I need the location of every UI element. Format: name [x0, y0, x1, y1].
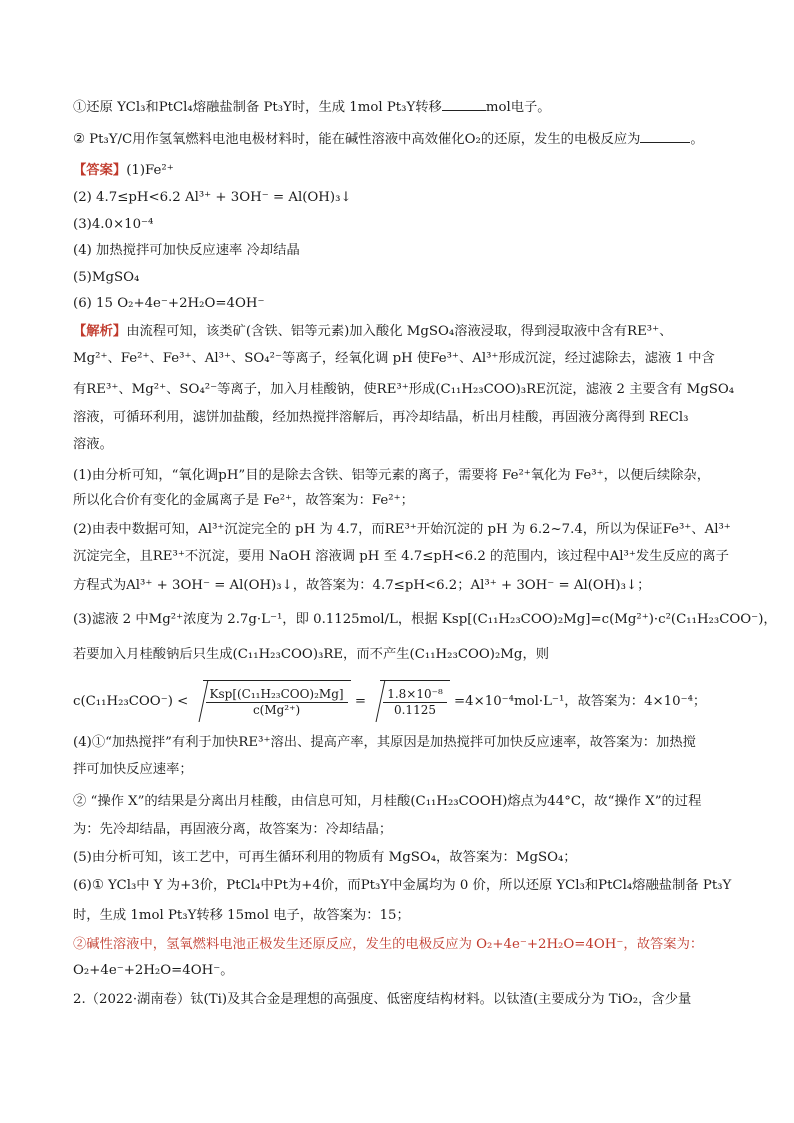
- answer-blank-1[interactable]: [442, 98, 486, 111]
- next-question-line: 2.（2022·湖南卷）钛(Ti)及其合金是理想的高强度、低密度结构材料。以钛渣(主要成分为 TiO₂，含少量: [73, 992, 692, 1007]
- answer-blank-2[interactable]: [640, 130, 690, 143]
- answer-line-2: (2) 4.7≤pH<6.2 Al³⁺ + 3OH⁻ = Al(OH)₃↓: [73, 190, 352, 205]
- fraction-1: $\frac{\text{Ksp[(C₁₁H₂₃COO)₂Mg]}}{\text{c(Mg²⁺)}}$: [206, 687, 348, 718]
- question-line-2: ② Pt₃Y/C用作氢氧燃料电池电极材料时，能在碱性溶液中高效催化O₂的还原，发生的电极反应为 。: [73, 132, 704, 147]
- q6-line-4: O₂+4e⁻+2H₂O=4OH⁻。: [73, 963, 234, 978]
- q4-line-1: (4)①“加热搅拌”有利于加快RE³⁺溶出、提高产率，其原因是加热搅拌可加快反应速率，故答案为：加热搅: [73, 735, 696, 750]
- sqrt-1: [203, 680, 351, 723]
- q4-line-3: ② “操作 X”的结果是分离出月桂酸，由信息可知，月桂酸(C₁₁H₂₃COOH)熔点为44°C，故“操作 X”的过程: [73, 794, 702, 809]
- q2-line-2: 沉淀完全，且RE³⁺不沉淀，要用 NaOH 溶液调 pH 至 4.7≤pH<6.2 的范围内，该过程中Al³⁺发生反应的离子: [73, 549, 729, 564]
- q6-line-2: 时，生成 1mol Pt₃Y转移 15mol 电子，故答案为：15；: [73, 908, 410, 923]
- analysis-line-1: 【解析】由流程可知，该类矿(含铁、铝等元素)加入酸化 MgSO₄溶液浸取，得到浸取液中含有RE³⁺、: [73, 324, 673, 339]
- q3-line-1: (3)滤液 2 中Mg²⁺浓度为 2.7g·L⁻¹，即 0.1125mol/L，根据 Ksp[(C₁₁H₂₃COO)₂Mg]=c(Mg²⁺)·c²(C₁₁H₂₃COO⁻)，: [73, 612, 777, 627]
- q6-line-3: ②碱性溶液中，氢氧燃料电池正极发生还原反应，发生的电极反应为 O₂+4e⁻+2H₂O=4OH⁻，故答案为：: [73, 937, 704, 952]
- analysis-line-4: 溶液，可循环利用，滤饼加盐酸，经加热搅拌溶解后，再冷却结晶，析出月桂酸，再固液分离得到 RECl₃: [73, 410, 689, 425]
- answer-tag: 【答案】: [73, 163, 127, 178]
- analysis-line-2: Mg²⁺、Fe²⁺、Fe³⁺、Al³⁺、SO₄²⁻等离子，经氧化调 pH 使Fe³⁺、Al³⁺形成沉淀，经过滤除去，滤液 1 中含: [73, 351, 715, 366]
- analysis-tag: 【解析】: [73, 324, 127, 339]
- q1-line-2: 所以化合价有变化的金属离子是 Fe²⁺，故答案为：Fe²⁺；: [73, 493, 414, 508]
- q4-line-4: 为：先冷却结晶，再固液分离，故答案为：冷却结晶；: [73, 822, 393, 837]
- answer-line-5: (5)MgSO₄: [73, 270, 140, 285]
- answer-line-1: 【答案】(1)Fe²⁺: [73, 163, 174, 178]
- q1-line-1: (1)由分析可知，“氧化调pH”目的是除去含铁、铝等元素的离子，需要将 Fe²⁺氧化为 Fe³⁺，以便后续除杂，: [73, 468, 711, 483]
- question-line-1: ①还原 YCl₃和PtCl₄熔融盐制备 Pt₃Y时，生成 1mol Pt₃Y转移 mol电子。: [73, 100, 551, 115]
- fraction-2: $\frac{\text{1.8×10⁻⁸}}{0.1125}$: [383, 687, 447, 718]
- q3-formula: c(C₁₁H₂₃COO⁻) < $\frac{\text{Ksp[(C₁₁H₂₃COO)₂Mg]}}{\text{c(Mg²⁺)}}$ = $\frac{\text{1.8×10⁻⁸}}{0.1125}$ =4×10⁻⁴mol·L⁻¹，故答案为：4×10⁻⁴；: [73, 680, 706, 723]
- answer-line-6: (6) 15 O₂+4e⁻+2H₂O=4OH⁻: [73, 296, 265, 311]
- q2-line-3: 方程式为Al³⁺ + 3OH⁻ = Al(OH)₃↓，故答案为：4.7≤pH<6.2；Al³⁺ + 3OH⁻ = Al(OH)₃↓；: [73, 578, 651, 593]
- answer-line-4: (4) 加热搅拌可加快反应速率 冷却结晶: [73, 243, 300, 258]
- sqrt-2: [380, 680, 450, 723]
- q5-line: (5)由分析可知，该工艺中，可再生循环利用的物质有 MgSO₄，故答案为：MgSO₄；: [73, 850, 577, 865]
- q2-line-1: (2)由表中数据可知，Al³⁺沉淀完全的 pH 为 4.7，而RE³⁺开始沉淀的 pH 为 6.2~7.4，所以为保证Fe³⁺、Al³⁺: [73, 522, 731, 537]
- q4-line-2: 拌可加快反应速率；: [73, 762, 193, 777]
- q6-line-1: (6)① YCl₃中 Y 为+3价，PtCl₄中Pt为+4价，而Pt₃Y中金属均为 0 价，所以还原 YCl₃和PtCl₄熔融盐制备 Pt₃Y: [73, 878, 732, 893]
- q3-line-2: 若要加入月桂酸钠后只生成(C₁₁H₂₃COO)₃RE，而不产生(C₁₁H₂₃COO)₂Mg，则: [73, 647, 550, 662]
- answer-line-3: (3)4.0×10⁻⁴: [73, 217, 154, 232]
- analysis-line-3: 有RE³⁺、Mg²⁺、SO₄²⁻等离子，加入月桂酸钠，使RE³⁺形成(C₁₁H₂₃COO)₃RE沉淀，滤液 2 主要含有 MgSO₄: [73, 382, 735, 397]
- analysis-line-5: 溶液。: [73, 437, 113, 452]
